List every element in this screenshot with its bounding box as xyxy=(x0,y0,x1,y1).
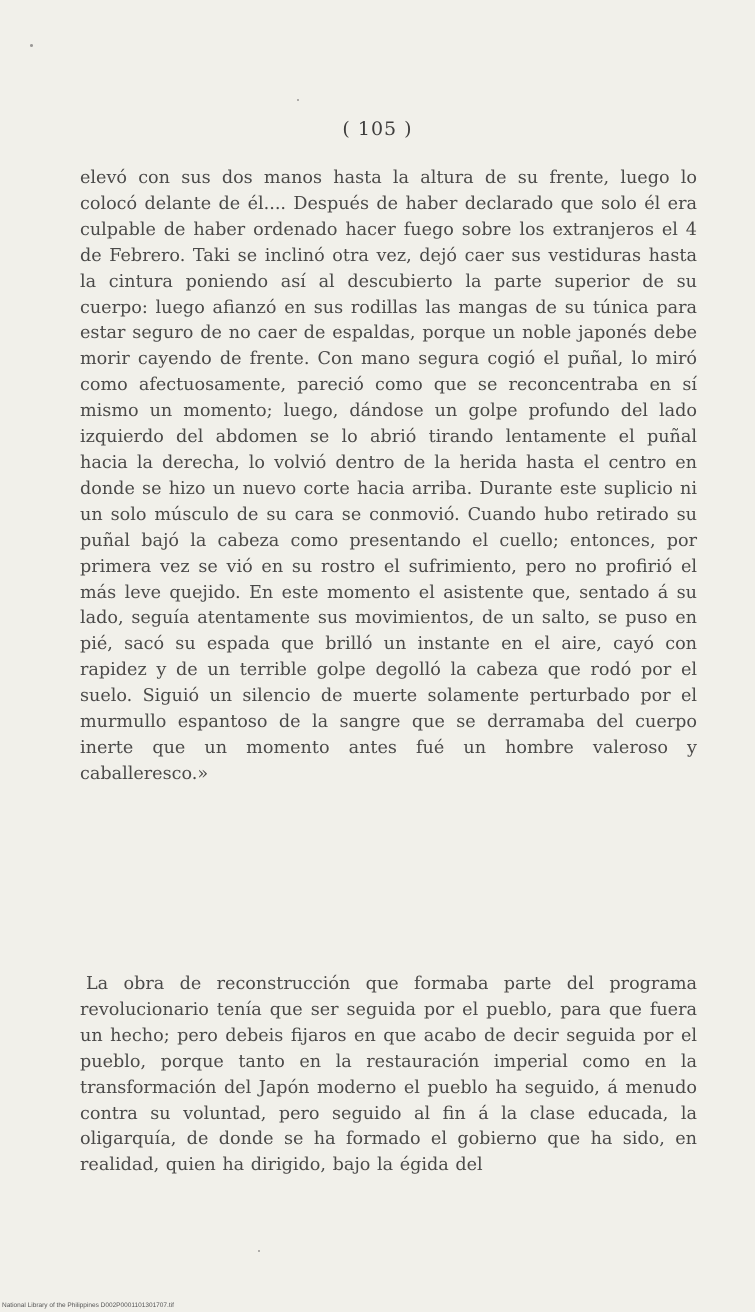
scan-speck xyxy=(30,44,33,47)
scan-speck xyxy=(297,99,299,101)
scan-speck xyxy=(258,1250,260,1252)
paragraph-2: La obra de reconstrucción que formaba parte del programa revolucionario tenía que ser seguida por el pueblo, para que fuera un hecho; pero debeis fijaros en que acabo de decir seguida por el pueblo, porque tanto en la restauración imperial como en la transformación del Japón moderno el pueblo ha seguido, á menudo contra su voluntad, pero seguido al fin á la clase educada, la oligarquía, de donde se ha formado el gobierno que ha sido, en realidad, quien ha dirigido, bajo la égida del xyxy=(80,974,697,1176)
scan-footer: National Library of the Philippines D002P0001101301707.tif xyxy=(2,1302,174,1309)
paragraph-1: elevó con sus dos manos hasta la altura de su frente, luego lo colocó delante de él.... Después de haber declarado que solo él era culpable de haber ordenado hacer fuego sobre los extranjeros el 4 de Febrero. Taki se inclinó otra vez, dejó caer sus vestiduras hasta la cintura poniendo así al descubierto la parte superior de su cuerpo: luego afianzó en sus rodillas las mangas de su túnica para estar seguro de no caer de espaldas, porque un noble japonés debe morir cayendo de frente. Con mano segura cogió el puñal, lo miró como afectuosamente, pareció como que se reconcentraba en sí mismo un momento; luego, dándose un golpe profundo del lado izquierdo del abdomen se lo abrió tirando lentamente el puñal hacia la derecha, lo volvió dentro de la herida hasta el centro en donde se hizo un nuevo corte hacia arriba. Durante este suplicio ni un solo músculo de su cara se conmovió. Cuando hubo retirado su puñal bajó la cabeza como presentando el cuello; entonces, por primera vez se vió en su rostro el sufrimiento, pero no profirió el más leve quejido. En este momento el asistente que, sentado á su lado, seguía atentamente sus movimientos, de un salto, se puso en pié, sacó su espada que brilló un instante en el aire, cayó con rapidez y de un terrible golpe degolló la cabeza que rodó por el suelo. Siguió un silencio de muerte solamente perturbado por el murmullo espantoso de la sangre que se derramaba del cuerpo inerte que un momento antes fué un hombre valeroso y caballeresco.» xyxy=(80,168,697,784)
page-number: ( 105 ) xyxy=(342,118,413,140)
